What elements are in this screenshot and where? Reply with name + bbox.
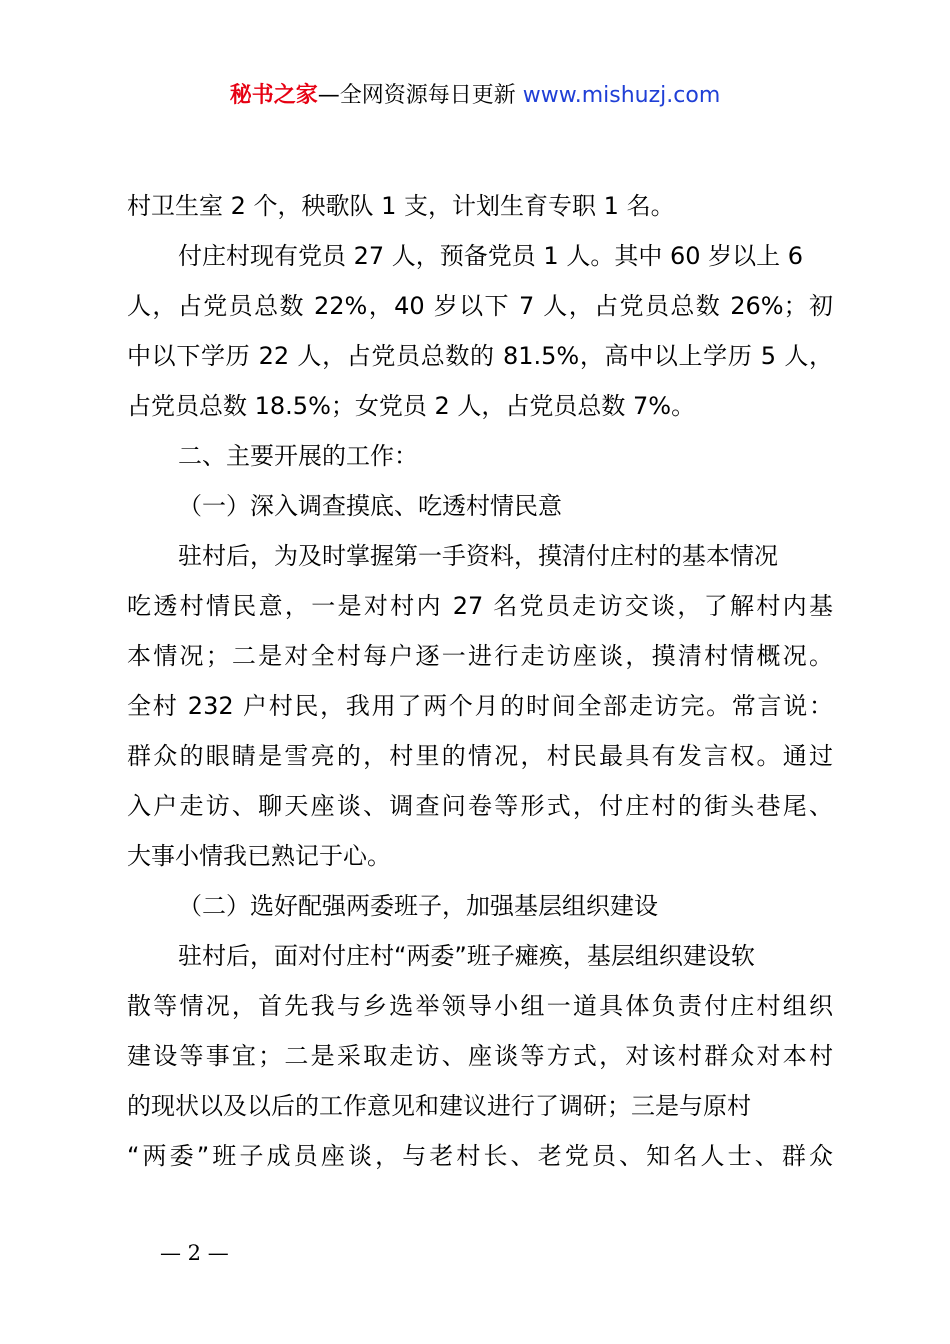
subsection-heading: （二）选好配强两委班子，加强基层组织建设 (178, 892, 658, 920)
text-line: 吃透村情民意，一是对村内 27 名党员走访交谈，了解村内基 (127, 592, 833, 620)
text-line: 本情况；二是对全村每户逐一进行走访座谈，摸清村情概况。 (127, 642, 833, 670)
header-tagline: —全网资源每日更新 (317, 83, 516, 108)
document-body (127, 181, 833, 1181)
text-line: 的现状以及以后的工作意见和建议进行了调研；三是与原村 (127, 1092, 751, 1120)
header-url[interactable]: www.mishuzj.com (522, 83, 721, 108)
text-line: 群众的眼睛是雪亮的，村里的情况，村民最具有发言权。通过 (127, 742, 833, 770)
section-heading: 二、主要开展的工作： (178, 442, 418, 470)
text-line: 大事小情我已熟记于心。 (127, 842, 391, 870)
text-line: 全村 232 户村民，我用了两个月的时间全部走访完。常言说： (127, 692, 833, 720)
text-line: 中以下学历 22 人，占党员总数的 81.5%，高中以上学历 5 人， (127, 342, 833, 370)
text-line: “两委”班子成员座谈，与老村长、老党员、知名人士、群众 (127, 1142, 833, 1170)
text-line: 人，占党员总数 22%，40 岁以下 7 人，占党员总数 26%；初 (127, 292, 833, 320)
header-brand: 秘书之家 (229, 83, 318, 108)
subsection-heading: （一）深入调查摸底、吃透村情民意 (178, 492, 562, 520)
text-line: 付庄村现有党员 27 人，预备党员 1 人。其中 60 岁以上 6 (178, 242, 804, 270)
site-header (0, 80, 950, 112)
text-line: 占党员总数 18.5%；女党员 2 人，占党员总数 7%。 (127, 392, 696, 420)
text-line: 驻村后，面对付庄村“两委”班子瘫痪，基层组织建设软 (178, 942, 755, 970)
text-line: 村卫生室 2 个，秧歌队 1 支，计划生育专职 1 名。 (127, 192, 675, 220)
text-line: 入户走访、聊天座谈、调查问卷等形式，付庄村的街头巷尾、 (127, 792, 833, 820)
text-line: 建设等事宜；二是采取走访、座谈等方式，对该村群众对本村 (127, 1042, 833, 1070)
text-line: 驻村后，为及时掌握第一手资料，摸清付庄村的基本情况 (178, 542, 778, 570)
page-number: — 2 — (160, 1241, 229, 1265)
text-line: 散等情况，首先我与乡选举领导小组一道具体负责付庄村组织 (127, 992, 833, 1020)
